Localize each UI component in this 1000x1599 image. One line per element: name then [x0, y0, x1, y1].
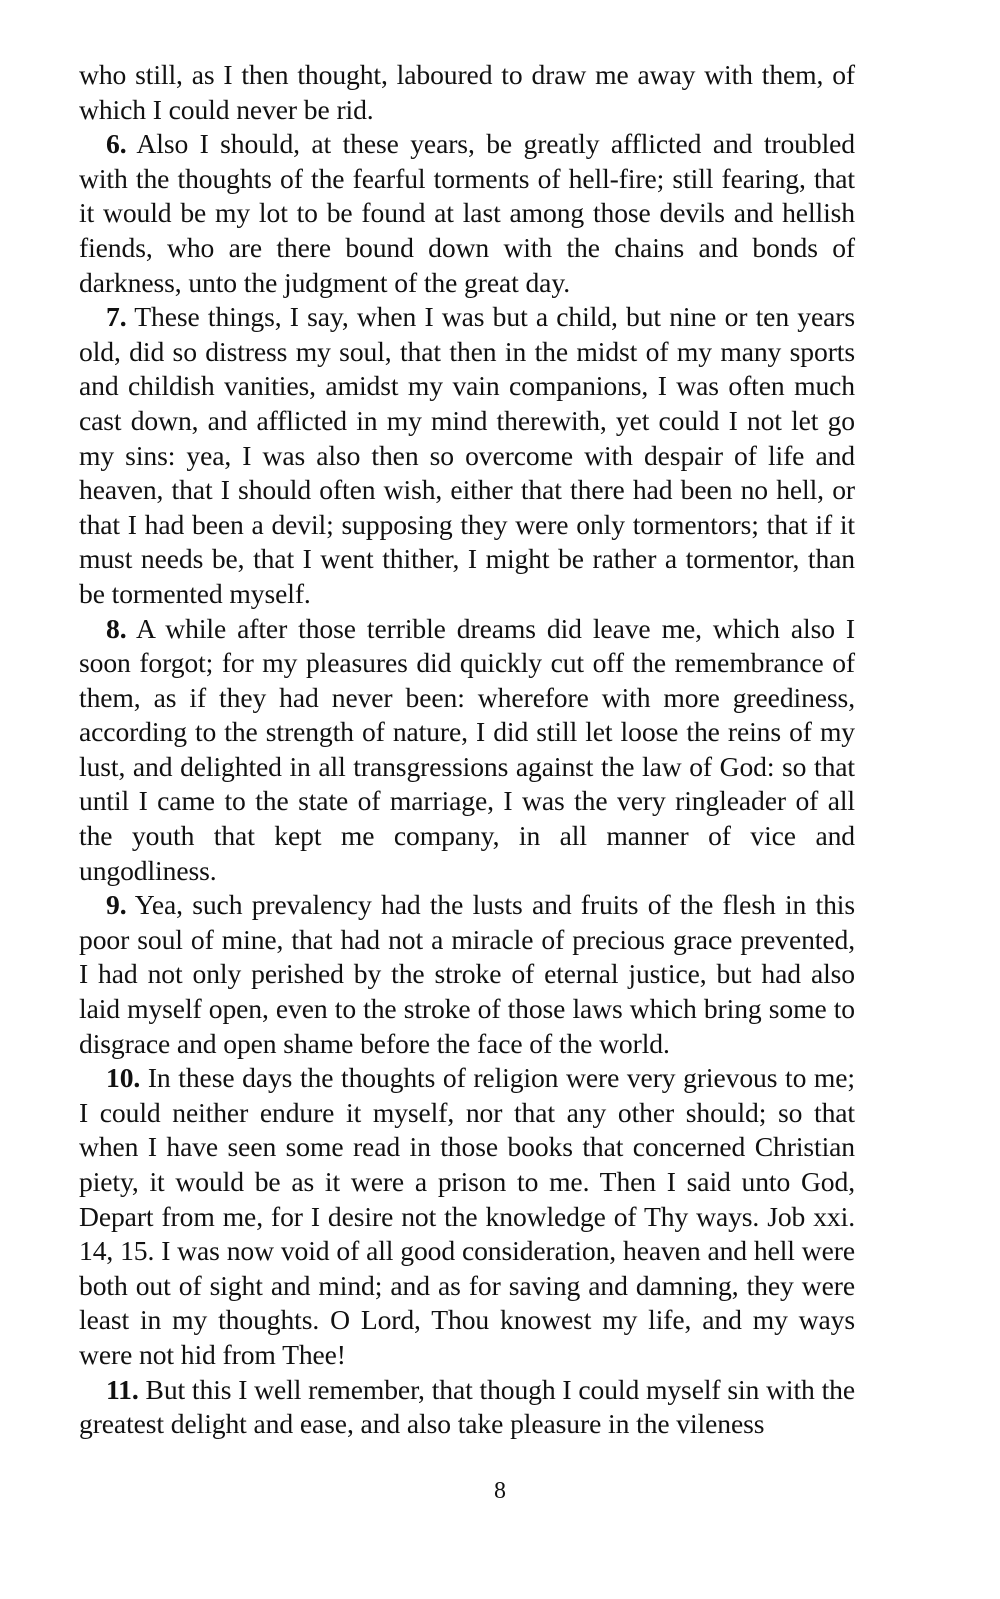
paragraph-8 — [79, 612, 855, 889]
page-number: 8 — [494, 1478, 506, 1504]
paragraph-text: who still, as I then thought, laboured to draw me away with them, of which I could never be rid. — [79, 59, 855, 125]
paragraph-6 — [79, 127, 855, 300]
paragraph-number: 11. — [106, 1373, 139, 1405]
paragraph-text: Also I should, at these years, be greatly afflicted and troubled with the thoughts of the fearful torments of hell-fire; still fearing, that it would be my lot to be found at last among those devils and hellish fiends, who are there bound down with the chains and bonds of darkness, unto the judgment of the great day. — [79, 128, 855, 298]
page-body — [79, 58, 855, 1442]
paragraph-text: These things, I say, when I was but a child, but nine or ten years old, did so distress my soul, that then in the midst of my many sports and childish vanities, amidst my vain companions, I was often much cast down, and afflicted in my mind therewith, yet could I not let go my sins: yea, I was also then so overcome with despair of life and heaven, that I should often wish, either that there had been no hell, or that I had been a devil; supposing they were only tormentors; that if it must needs be, that I went thither, I might be rather a tormentor, than be tormented myself. — [79, 301, 855, 609]
paragraph-text: A while after those terrible dreams did leave me, which also I soon forgot; for my pleasures did quickly cut off the remembrance of them, as if they had never been: wherefore with more greediness, according to the strength of nature, I did still let loose the reins of my lust, and delighted in all transgressions against the law of God: so that until I came to the state of marriage, I was the very ringleader of all the youth that kept me company, in all manner of vice and ungodliness. — [79, 612, 855, 886]
paragraph-number: 7. — [106, 301, 127, 333]
paragraph-text: In these days the thoughts of religion were very grievous to me; I could neither endure it myself, nor that any other should; so that when I have seen some read in those books that concerned Christian piety, it would be as it were a prison to me. Then I said unto God, Depart from me, for I desire not the knowledge of Thy ways. Job xxi. 14, 15. I was now void of all good consideration, heaven and hell were both out of sight and mind; and as for saving and damning, they were least in my thoughts. O Lord, Thou knowest my life, and my ways were not hid from Thee! — [79, 1062, 855, 1370]
paragraph-number: 9. — [106, 889, 127, 921]
paragraph-10 — [79, 1061, 855, 1372]
paragraph-7 — [79, 300, 855, 611]
paragraph-number: 6. — [106, 128, 127, 160]
paragraph-number: 8. — [106, 612, 127, 644]
paragraph-11 — [79, 1373, 855, 1442]
paragraph-number: 10. — [106, 1062, 141, 1094]
paragraph-text: But this I well remember, that though I could myself sin with the greatest delight and ease, and also take pleasure in the vileness — [79, 1373, 855, 1440]
paragraph-text: Yea, such prevalency had the lusts and fruits of the flesh in this poor soul of mine, that had not a miracle of precious grace prevented, I had not only perished by the stroke of eternal justice, but had also laid myself open, even to the stroke of those laws which bring some to disgrace and open shame before the face of the world. — [79, 889, 855, 1059]
paragraph-9 — [79, 888, 855, 1061]
paragraph-continuation — [79, 58, 855, 127]
